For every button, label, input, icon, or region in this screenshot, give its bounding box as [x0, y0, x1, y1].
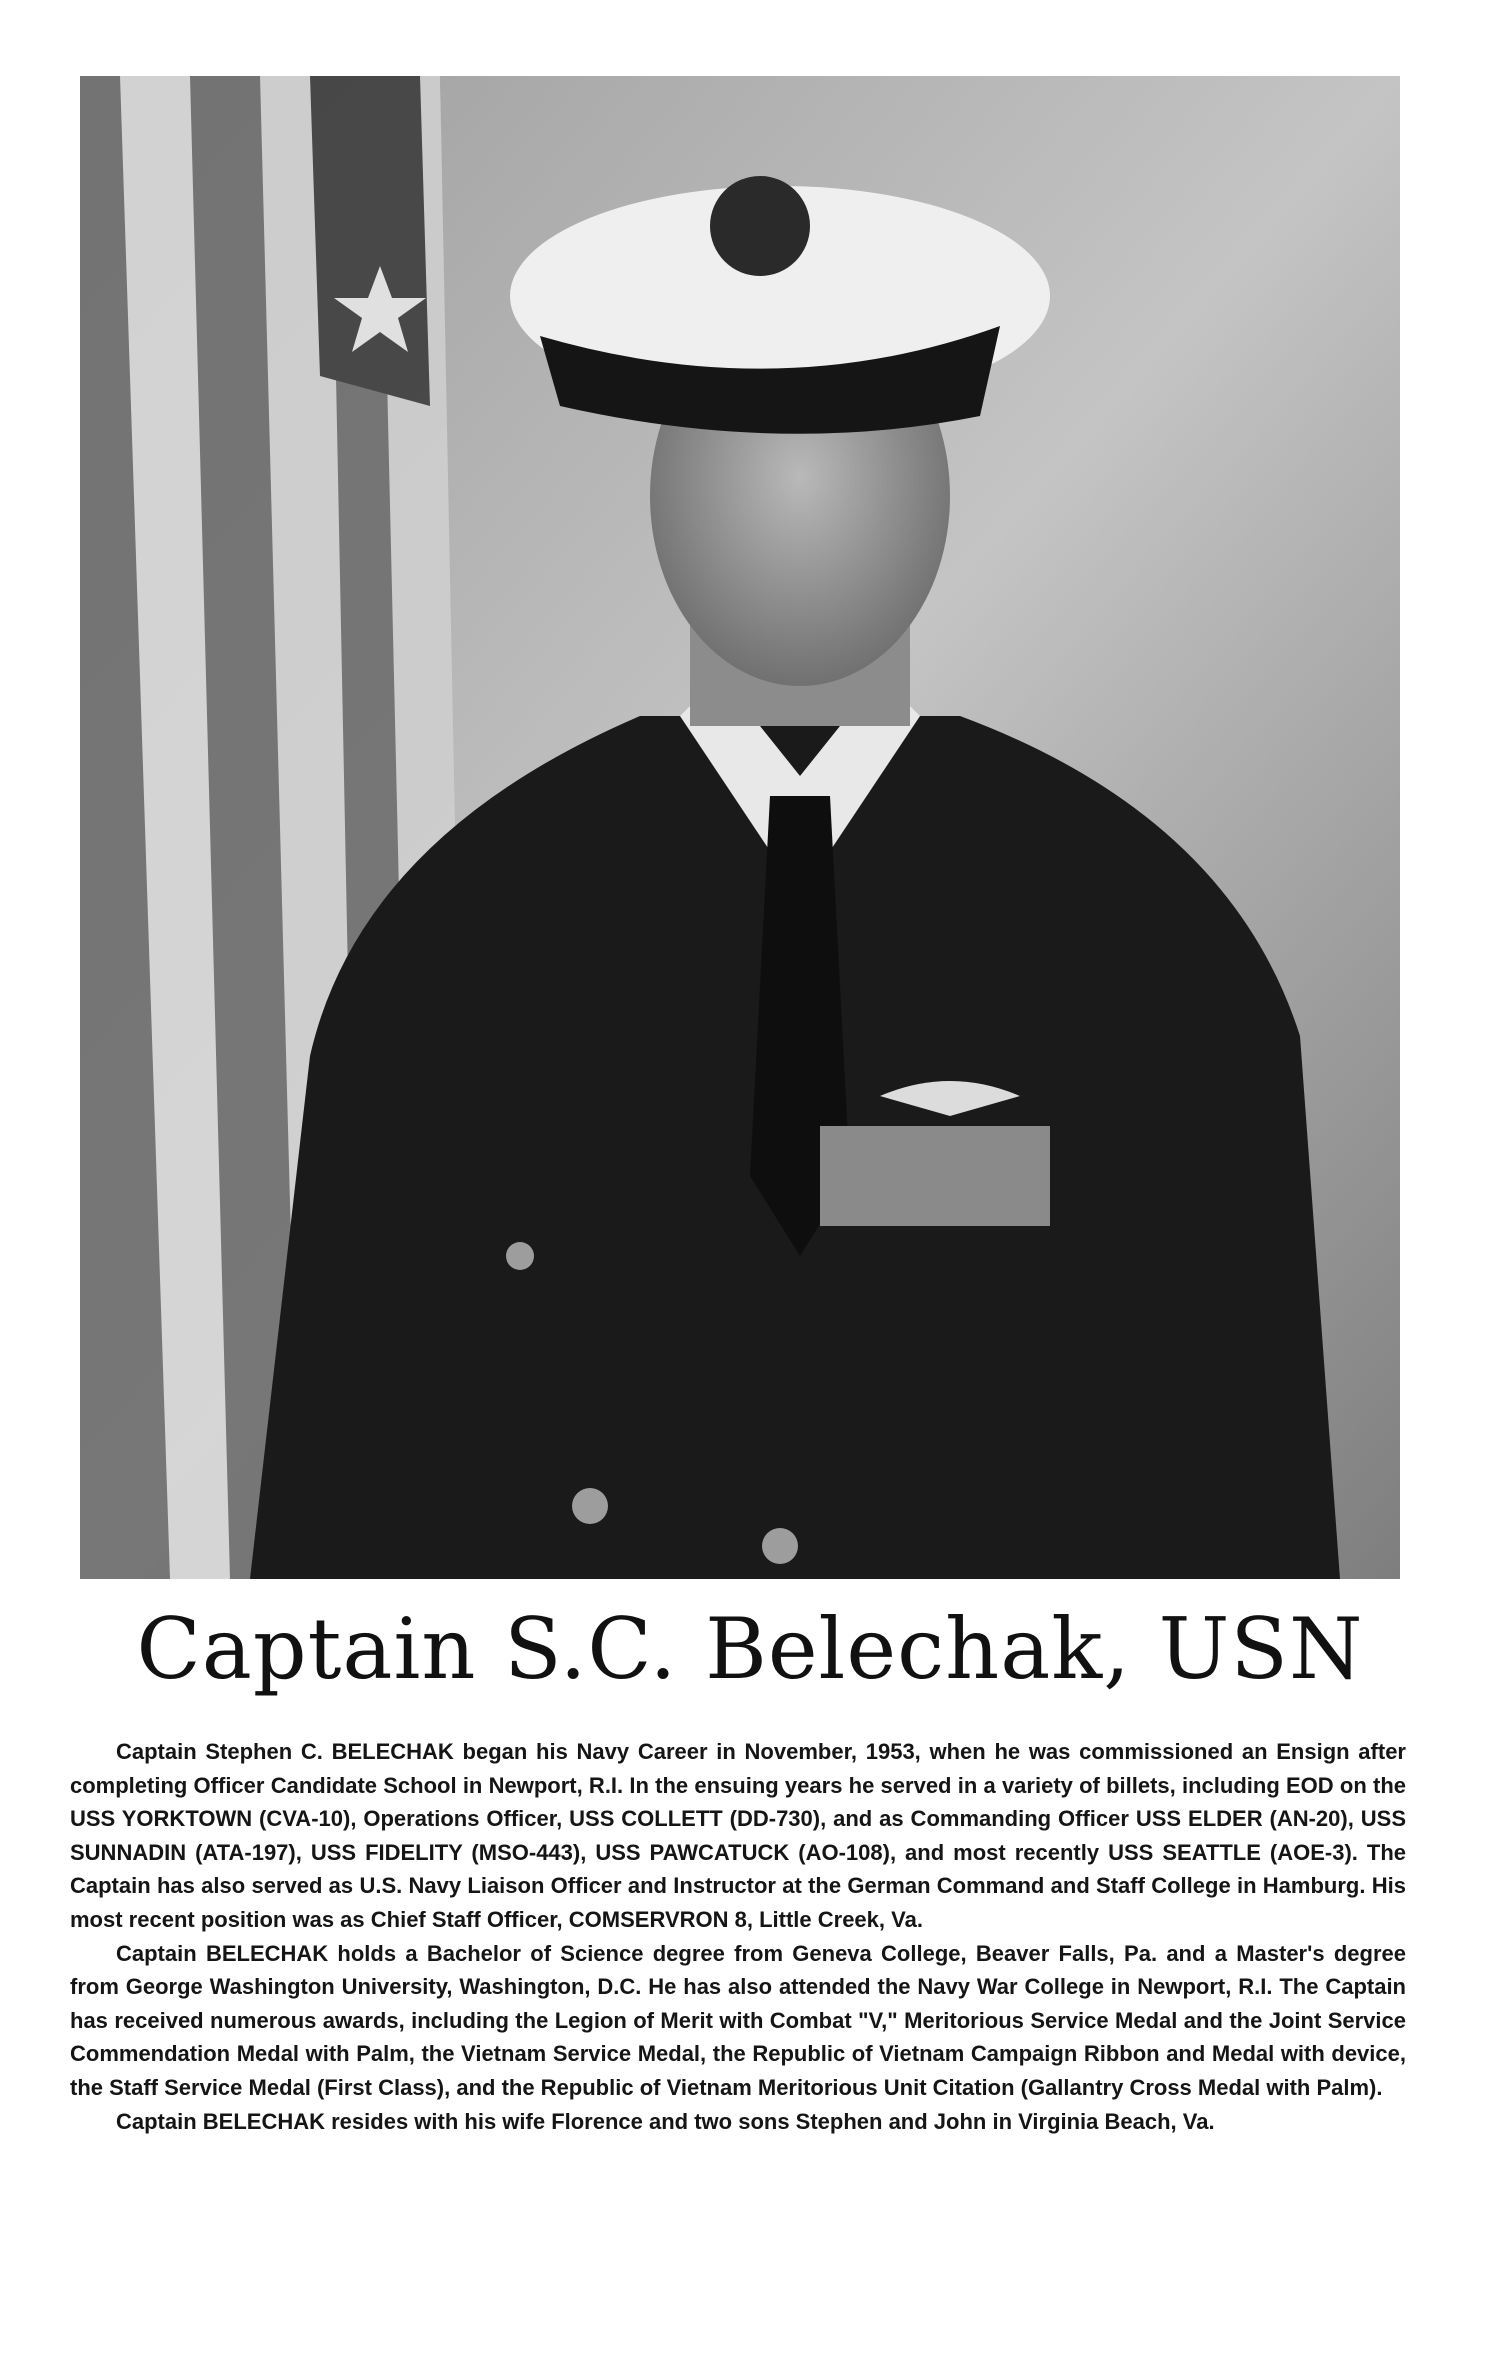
- biography-text: [70, 1735, 1406, 2138]
- page-title: Captain S.C. Belechak, USN: [136, 1600, 1364, 1698]
- button-icon: [762, 1528, 798, 1564]
- portrait-photo: [80, 76, 1400, 1579]
- biography-paragraph: Captain Stephen C. BELECHAK began his Navy Career in November, 1953, when he was commissioned an Ensign after completing Officer Candidate School in Newport, R.I. In the ensuing years he served in a variety of billets, including EOD on the USS YORKTOWN (CVA-10), Operations Officer, USS COLLETT (DD-730), and as Commanding Officer USS ELDER (AN-20), USS SUNNADIN (ATA-197), USS FIDELITY (MSO-443), USS PAWCATUCK (AO-108), and most recently USS SEATTLE (AOE-3). The Captain has also served as U.S. Navy Liaison Officer and Instructor at the German Command and Staff College in Hamburg. His most recent position was as Chief Staff Officer, COMSERVRON 8, Little Creek, Va.: [70, 1739, 1406, 1932]
- biography-paragraph: Captain BELECHAK holds a Bachelor of Science degree from Geneva College, Beaver Falls, Pa. and a Master's degree from George Washington University, Washington, D.C. He has also attended the Navy War College in Newport, R.I. The Captain has received numerous awards, including the Legion of Merit with Combat "V," Meritorious Service Medal and the Joint Service Commendation Medal with Palm, the Vietnam Service Medal, the Republic of Vietnam Campaign Ribbon and Medal with device, the Staff Service Medal (First Class), and the Republic of Vietnam Meritorious Unit Citation (Gallantry Cross Medal with Palm).: [70, 1940, 1406, 2100]
- portrait-illustration: [80, 76, 1400, 1579]
- button-icon: [572, 1488, 608, 1524]
- biography-paragraph: Captain BELECHAK resides with his wife Florence and two sons Stephen and John in Virginia Beach, Va.: [116, 2108, 1215, 2134]
- ribbons: [820, 1126, 1050, 1226]
- cap-insignia-icon: [710, 176, 810, 276]
- button-icon: [506, 1242, 534, 1270]
